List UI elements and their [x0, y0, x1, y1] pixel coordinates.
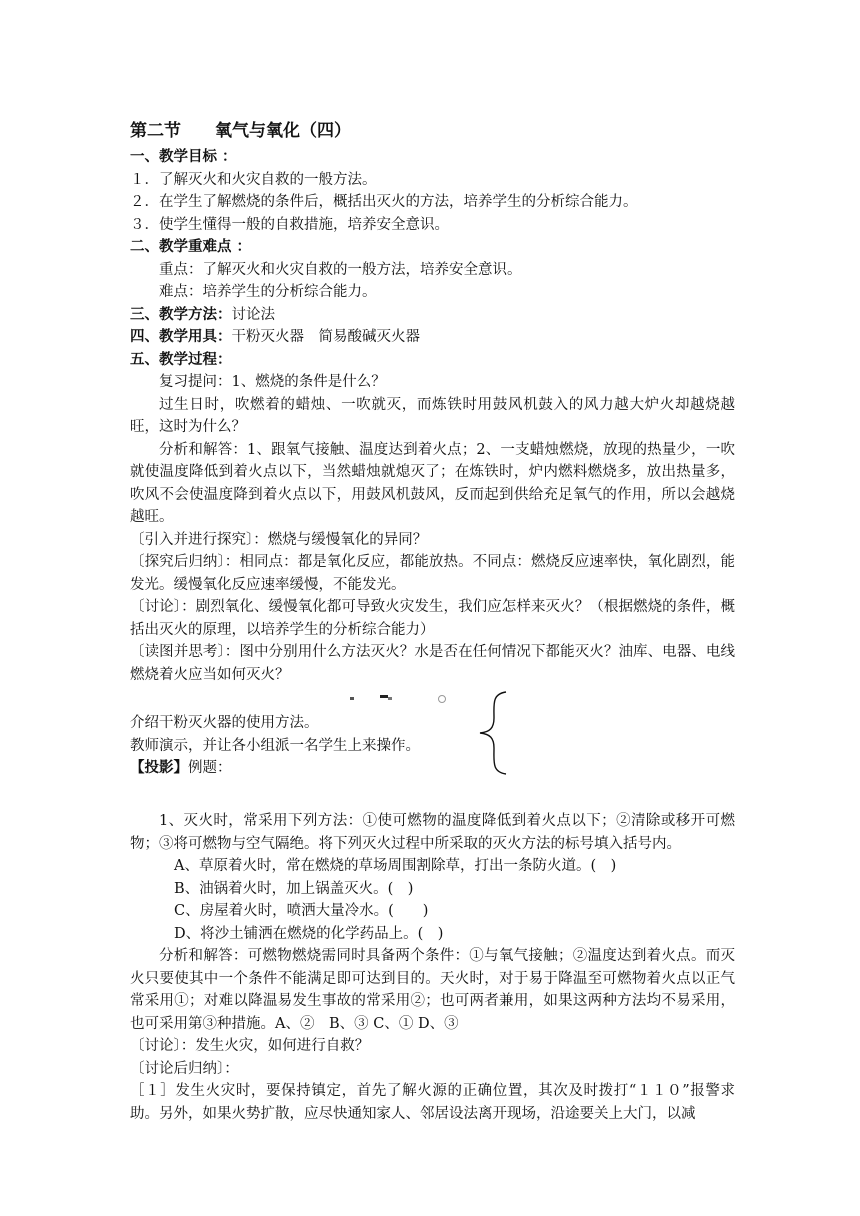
- key-point: 重点：了解灭火和火灾自救的一般方法，培养安全意识。: [159, 261, 522, 278]
- read-picture-think: 〔读图并思考〕：图中分别用什么方法灭火？水是否在任何情况下都能灭火？油库、电器、电线燃烧着火应当如何灭火？: [130, 644, 735, 683]
- intro-exploration: 〔引入并进行探究〕：燃烧与缓慢氧化的异同？: [130, 531, 428, 548]
- exploration-summary: 〔探究后归纳〕：相同点：都是氧化反应，都能放热。不同点：燃烧反应速率快，氧化剧烈，能发光。缓慢氧化反应速率缓慢，不能发光。: [130, 554, 735, 593]
- teacher-demo: 教师演示，并让各小组派一名学生上来操作。: [130, 737, 420, 754]
- document-body: [130, 116, 735, 1125]
- birthday-question: 过生日时，吹燃着的蜡烛、一吹就灭，而炼铁时用鼓风机鼓入的风力越大炉火却越烧越旺，这时为什么？: [130, 396, 735, 435]
- discussion-1: 〔讨论〕：剧烈氧化、缓慢氧化都可导致火灾发生，我们应怎样来灭火？（根据燃烧的条件，概括出灭火的原理，以培养学生的分析综合能力）: [130, 599, 735, 638]
- example-option-b: B、油锅着火时，加上锅盖灭火。( ): [174, 880, 414, 897]
- example-option-d: D、将沙土铺洒在燃烧的化学药品上。( ): [174, 925, 444, 942]
- section-keypoints-heading: 二、教学重难点 ：: [130, 239, 252, 255]
- figure-area: [130, 690, 735, 788]
- section-tools-heading: 四、教学用具：: [130, 329, 232, 345]
- analysis-answer-1: 分析和解答：1、跟氧气接触、温度达到着火点；2、一支蜡烛燃烧，放现的热量少，一吹就使温度降低到着火点以下，当然蜡烛就熄灭了；在炼铁时，炉内燃料燃烧多，放出热量多，吹风不会使温度降到着火点以下，用鼓风机鼓风，反而起到供给充足氧气的作用，所以会越烧越旺。: [130, 441, 735, 525]
- projection-example: [130, 757, 420, 780]
- discussion-2: 〔讨论〕：发生火灾，如何进行自救？: [130, 1038, 370, 1054]
- example-answer: 分析和解答：可燃物燃烧需同时具备两个条件：①与氧气接触；②温度达到着火点。而灭火只要使其中一个条件不能满足即可达到目的。天火时，对于易于降温至可燃物着火点以正气常采用①；对难以降温易发生事故的常采用②；也可两者兼用，如果这两种方法均不易采用，也可采用第③种措施。A、② B、③ C、① D、③: [130, 948, 735, 1032]
- section-process-heading: 五、教学过程：: [130, 351, 232, 368]
- discussion-summary-heading: 〔讨论后归纳〕：: [130, 1060, 239, 1077]
- objective-item-3: ３．使学生懂得一般的自救措施，培养安全意识。: [130, 216, 449, 233]
- figure-remnant-marks: [350, 692, 460, 704]
- section-objectives-heading: 一、教学目标 ：: [130, 149, 237, 165]
- example-question: 1、灭火时，常采用下列方法：①使可燃物的温度降低到着火点以下；②清除或移开可燃物；③将可燃物与空气隔绝。将下列灭火过程中所采取的灭火方法的标号填入括号内。: [130, 813, 735, 852]
- projection-label: 【投影】: [130, 760, 188, 776]
- section-tools: [130, 326, 735, 349]
- spacer: [130, 788, 735, 810]
- curly-brace-icon: [476, 690, 516, 776]
- section-method-heading: 三、教学方法：: [130, 306, 232, 323]
- difficult-point: 难点：培养学生的分析综合能力。: [159, 284, 377, 300]
- review-question: 复习提问：1、燃烧的条件是什么？: [159, 374, 386, 390]
- example-option-c: C、房屋着火时，喷洒大量冷水。( ): [174, 903, 429, 919]
- fire-extinguisher-intro: 介绍干粉灭火器的使用方法。: [130, 715, 319, 731]
- self-rescue-rule-1: ［１］发生火灾时，要保持镇定，首先了解火源的正确位置，其次及时拨打“１１０”报警求助。另外，如果火势扩散，应尽快通知家人、邻居设法离开现场，沿途要关上大门，以减: [130, 1083, 735, 1122]
- objective-item-1: １．了解灭火和火灾自救的一般方法。: [130, 171, 377, 188]
- page-title: 第二节 氧气与氧化（四）: [130, 121, 351, 141]
- example-option-a: A、草原着火时，常在燃烧的草场周围割除草，打出一条防火道。( ): [174, 858, 617, 874]
- figure-text: [130, 712, 420, 780]
- objective-item-2: ２．在学生了解燃烧的条件后，概括出灭火的方法，培养学生的分析综合能力。: [130, 194, 638, 210]
- section-tools-text: 干粉灭火器 简易酸碱灭火器: [231, 329, 420, 345]
- section-method: [130, 304, 735, 327]
- projection-rest: 例题：: [188, 760, 232, 776]
- section-method-text: 讨论法: [231, 306, 275, 323]
